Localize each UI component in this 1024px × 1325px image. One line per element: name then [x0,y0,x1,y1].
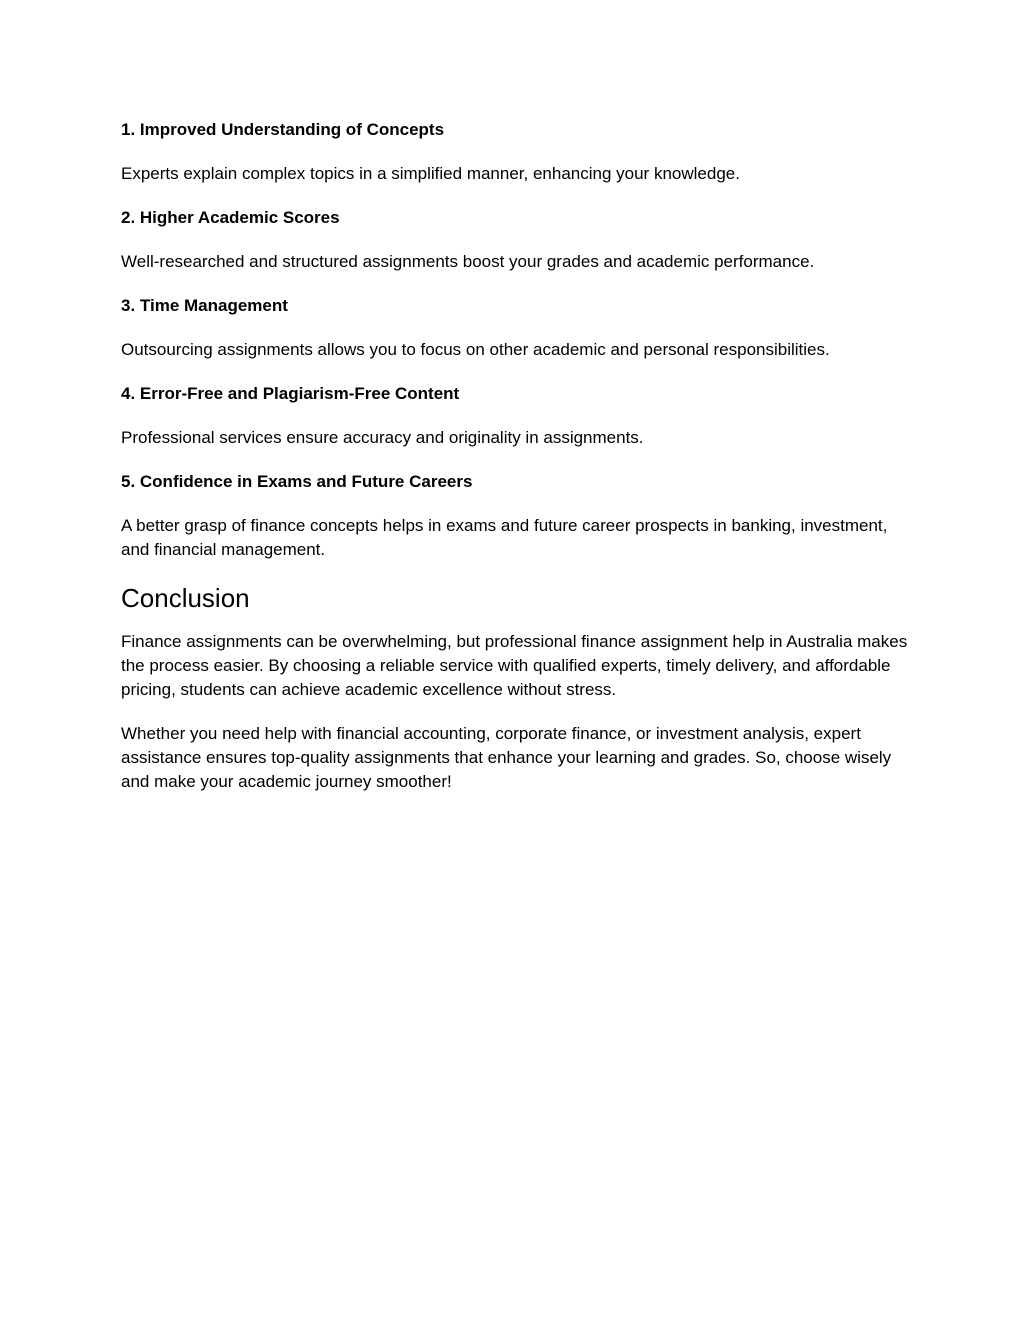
benefit-section [121,294,911,362]
section-heading: 5. Confidence in Exams and Future Careers [121,472,473,491]
section-text: Professional services ensure accuracy and originality in assignments. [121,428,644,447]
section-text: A better grasp of finance concepts helps in exams and future career prospects in banking, investment, and financial management. [121,516,888,559]
benefit-section [121,206,911,274]
section-text: Well-researched and structured assignments boost your grades and academic performance. [121,252,815,271]
section-text: Outsourcing assignments allows you to focus on other academic and personal responsibilities. [121,340,830,359]
benefit-section [121,382,911,450]
benefit-section [121,470,911,562]
section-text: Experts explain complex topics in a simplified manner, enhancing your knowledge. [121,164,740,183]
conclusion-title: Conclusion [121,583,250,613]
section-heading: 3. Time Management [121,296,288,315]
benefit-section [121,118,911,186]
section-heading: 2. Higher Academic Scores [121,208,340,227]
conclusion-section [121,582,911,794]
conclusion-paragraph: Finance assignments can be overwhelming, but professional finance assignment help in Australia makes the process easier. By choosing a reliable service with qualified experts, timely delivery, and affordable pricing, students can achieve academic excellence without stress. [121,632,908,699]
section-heading: 1. Improved Understanding of Concepts [121,120,445,139]
conclusion-paragraph: Whether you need help with financial accounting, corporate finance, or investment analysis, expert assistance ensures top-quality assignments that enhance your learning and grades. So, choose wisely and make your academic journey smoother! [121,724,892,791]
section-heading: 4. Error-Free and Plagiarism-Free Content [121,384,460,403]
document-page [121,118,911,814]
